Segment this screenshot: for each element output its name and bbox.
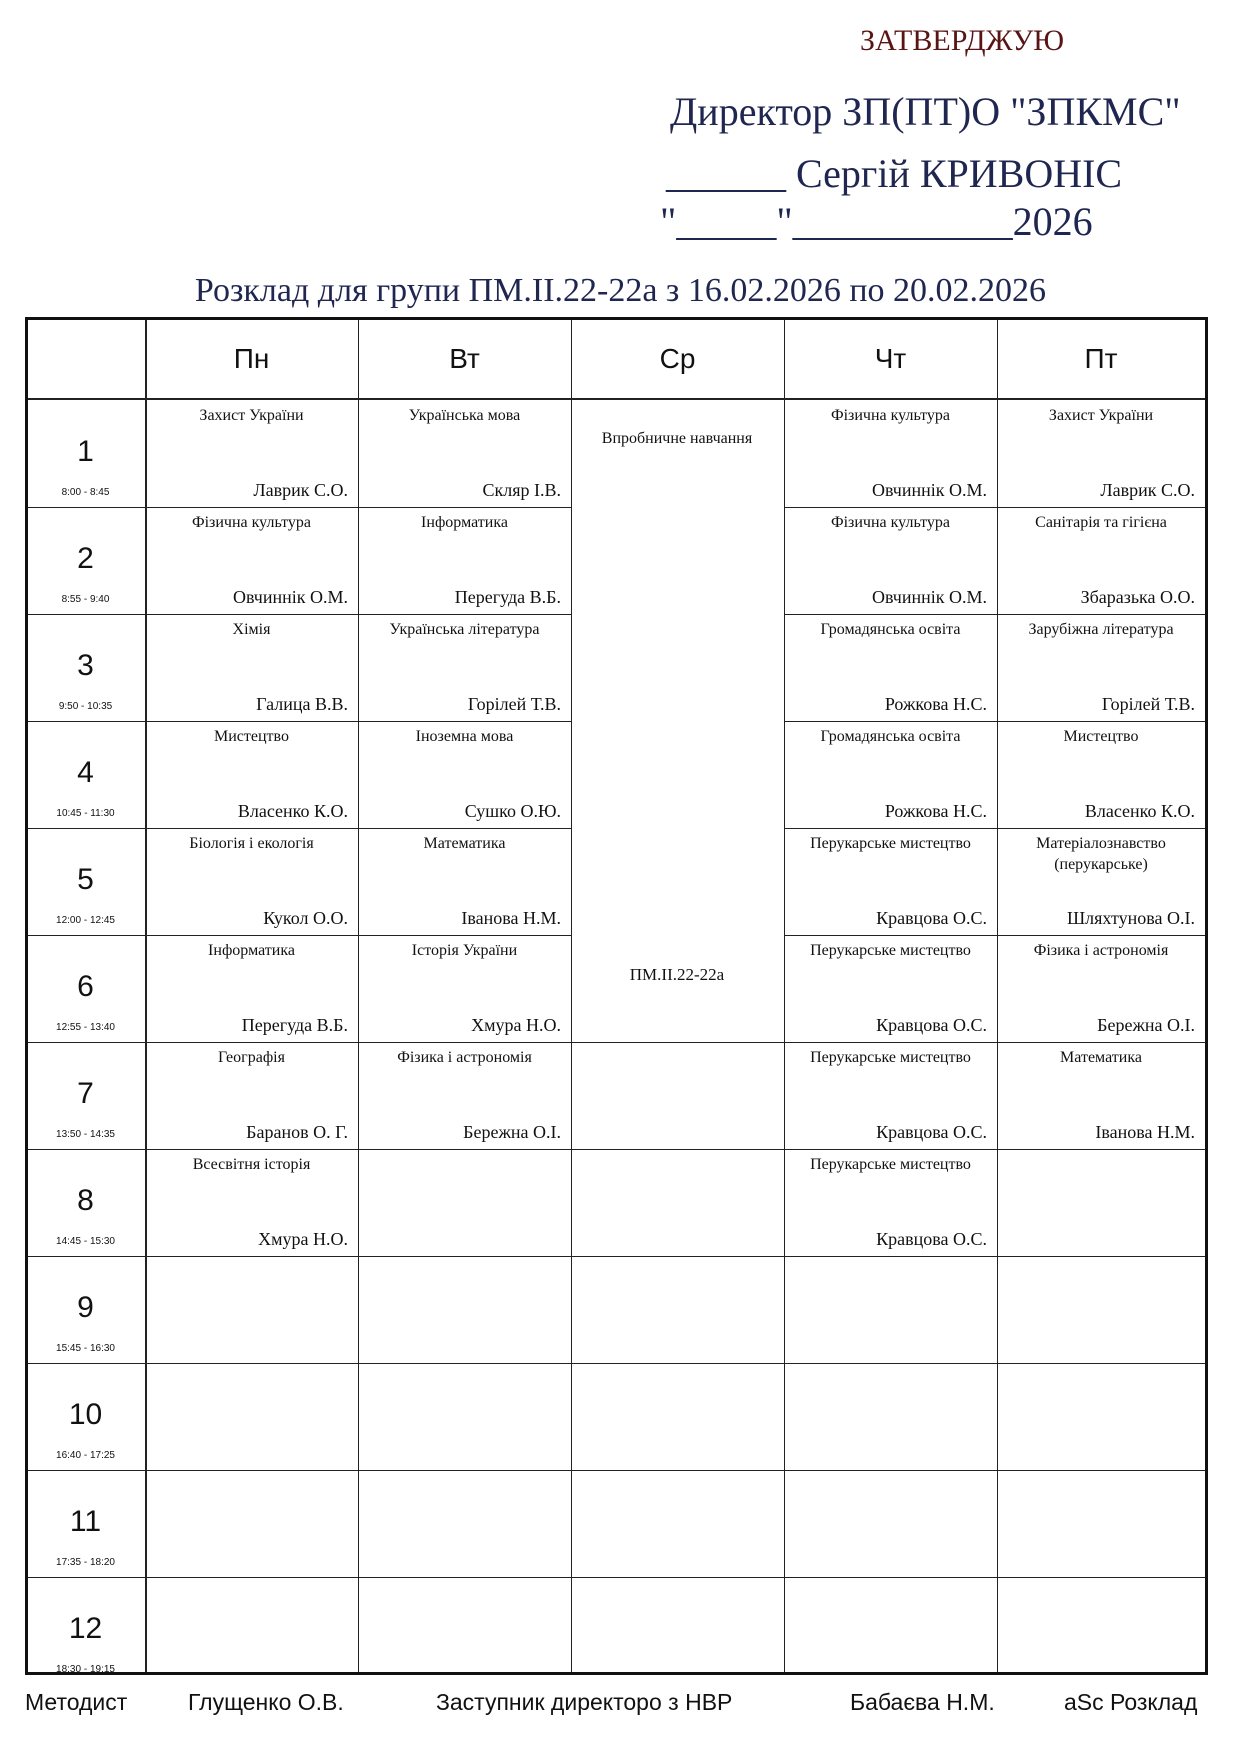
lesson-cell[interactable] (358, 1042, 571, 1149)
row-divider (571, 1577, 784, 1578)
lesson-cell[interactable] (358, 828, 571, 935)
lesson-subject: Громадянська освіта (820, 621, 961, 638)
lesson-cell[interactable] (997, 828, 1205, 935)
lesson-cell[interactable] (358, 400, 571, 507)
lesson-teacher: Овчиннік О.М. (871, 480, 987, 500)
lesson-teacher: Овчиннік О.М. (871, 587, 987, 607)
lesson-teacher: Бережна О.І. (1097, 1015, 1195, 1035)
lesson-teacher: Рожкова Н.С. (884, 694, 987, 714)
lesson-cell[interactable] (784, 721, 997, 828)
lesson-subject: Матеріалознавство (перукарське) (1036, 835, 1166, 873)
row-divider (28, 935, 145, 936)
period-time: 18:30 - 19:15 (56, 1664, 115, 1675)
row-divider (784, 1256, 1205, 1257)
row-divider (145, 1577, 571, 1578)
approve-stamp: ЗАТВЕРДЖУЮ (860, 24, 1065, 57)
wednesday-group: ПМ.ІІ.22-22а (629, 965, 725, 984)
lesson-teacher: Іванова Н.М. (461, 908, 561, 928)
lesson-subject: Санітарія та гігієна (1035, 514, 1167, 531)
period-time: 9:50 - 10:35 (58, 701, 113, 712)
lesson-teacher: Кукол О.О. (263, 908, 348, 928)
period-number: 1 (77, 435, 94, 468)
software-label: aSc Розклад (1064, 1689, 1198, 1715)
day-header-tue: Вт (449, 343, 480, 374)
lesson-subject: Історія України (411, 942, 518, 959)
lesson-cell[interactable] (997, 1042, 1205, 1149)
lesson-cell[interactable] (997, 614, 1205, 721)
row-divider (571, 1256, 784, 1257)
lesson-teacher: Баранов О. Г. (246, 1122, 348, 1142)
lesson-cell[interactable] (145, 1149, 358, 1256)
lesson-teacher: Лаврик С.О. (253, 480, 348, 500)
row-divider (28, 1577, 145, 1578)
lesson-cell[interactable] (997, 507, 1205, 614)
lesson-subject: Інформатика (421, 514, 508, 531)
director-signature-line: ______ Сергій КРИВОНІС (666, 151, 1123, 196)
lesson-cell[interactable] (784, 1149, 997, 1256)
period-number: 11 (69, 1505, 102, 1538)
lesson-subject: Фізика і астрономія (397, 1049, 532, 1066)
row-divider (145, 1256, 571, 1257)
lesson-teacher: Кравцова О.С. (876, 908, 987, 928)
lesson-subject: Зарубіжна література (1028, 621, 1174, 638)
lesson-cell[interactable] (784, 507, 997, 614)
lesson-cell[interactable] (358, 507, 571, 614)
day-header-wed: Ср (659, 343, 696, 374)
row-divider (28, 1363, 145, 1364)
schedule-title: Розклад для групи ПМ.ІІ.22-22а з 16.02.2026 по 20.02.2026 (194, 272, 1047, 309)
period-time: 16:40 - 17:25 (56, 1450, 115, 1461)
period-time: 8:00 - 8:45 (61, 487, 110, 498)
row-divider (28, 1470, 145, 1471)
lesson-teacher: Перегуда В.Б. (241, 1015, 348, 1035)
lesson-teacher: Рожкова Н.С. (884, 801, 987, 821)
lesson-teacher: Власенко К.О. (237, 801, 348, 821)
lesson-subject: Мистецтво (1063, 728, 1139, 745)
lesson-subject: Географія (218, 1049, 285, 1066)
row-divider (28, 828, 145, 829)
approval-date-line: "_____"___________2026 (660, 199, 1093, 244)
period-time: 13:50 - 14:35 (56, 1129, 115, 1140)
lesson-subject: Математика (1060, 1049, 1142, 1066)
day-header-fri: Пт (1084, 343, 1118, 374)
lesson-cell[interactable] (997, 935, 1205, 1042)
lesson-cell[interactable] (358, 614, 571, 721)
row-divider (784, 1577, 1205, 1578)
period-time: 12:55 - 13:40 (56, 1022, 115, 1033)
period-time: 14:45 - 15:30 (56, 1236, 115, 1247)
row-divider (145, 1363, 571, 1364)
schedule-table (25, 317, 1208, 1675)
row-divider (28, 1256, 145, 1257)
lesson-subject: Українська мова (408, 407, 521, 424)
period-number: 5 (77, 863, 94, 896)
period-time: 10:45 - 11:30 (56, 808, 115, 819)
lesson-teacher: Овчиннік О.М. (232, 587, 348, 607)
lesson-teacher: Кравцова О.С. (876, 1229, 987, 1249)
lesson-teacher: Сушко О.Ю. (464, 801, 561, 821)
lesson-teacher: Власенко К.О. (1084, 801, 1195, 821)
lesson-cell[interactable] (358, 935, 571, 1042)
day-header-mon: Пн (233, 343, 270, 374)
lesson-subject: Захист України (199, 407, 304, 424)
row-divider (571, 1470, 784, 1471)
lesson-cell[interactable] (784, 1042, 997, 1149)
lesson-cell[interactable] (997, 721, 1205, 828)
lesson-cell[interactable] (145, 828, 358, 935)
lesson-subject: Фізична культура (830, 514, 951, 531)
lesson-teacher: Галица В.В. (256, 694, 348, 714)
lesson-subject: Громадянська освіта (820, 728, 961, 745)
director-title: Директор ЗП(ПТ)О "ЗПКМС" (670, 89, 1181, 134)
period-time: 8:55 - 9:40 (61, 594, 110, 605)
period-number: 8 (77, 1184, 94, 1217)
lesson-teacher: Горілей Т.В. (467, 694, 561, 714)
period-number: 6 (77, 970, 94, 1003)
lesson-cell[interactable] (784, 614, 997, 721)
wednesday-subject: Впробничне навчання (601, 430, 753, 447)
lesson-teacher: Збаразька О.О. (1080, 587, 1195, 607)
row-divider (28, 507, 145, 508)
lesson-teacher: Лаврик С.О. (1100, 480, 1195, 500)
lesson-cell[interactable] (145, 400, 358, 507)
row-divider (571, 1363, 784, 1364)
lesson-subject: Біологія і екологія (189, 835, 314, 852)
lesson-cell[interactable] (145, 1042, 358, 1149)
period-number: 4 (77, 756, 94, 789)
methodist-label: Методист (25, 1689, 128, 1715)
row-divider (784, 1470, 1205, 1471)
period-number: 3 (77, 649, 94, 682)
methodist-name: Глущенко О.В. (188, 1689, 344, 1715)
lesson-subject: Захист України (1048, 407, 1154, 424)
lesson-teacher: Перегуда В.Б. (454, 587, 561, 607)
lesson-subject: Всесвітня історія (192, 1156, 311, 1173)
lesson-cell[interactable] (784, 400, 997, 507)
period-number: 10 (68, 1398, 103, 1431)
lesson-subject: Українська література (389, 621, 540, 638)
lesson-teacher: Кравцова О.С. (876, 1015, 987, 1035)
lesson-subject: Фізика і астрономія (1033, 942, 1169, 959)
lesson-teacher: Скляр І.В. (482, 480, 561, 500)
lesson-cell[interactable] (145, 935, 358, 1042)
period-time: 17:35 - 18:20 (56, 1557, 115, 1568)
lesson-cell[interactable] (784, 935, 997, 1042)
row-divider (571, 1042, 784, 1043)
lesson-cell[interactable] (145, 507, 358, 614)
lesson-teacher: Хмура Н.О. (471, 1015, 561, 1035)
period-number: 12 (68, 1612, 103, 1645)
lesson-subject: Мистецтво (214, 728, 289, 745)
lesson-cell[interactable] (145, 614, 358, 721)
row-divider (28, 1149, 145, 1150)
lesson-cell[interactable] (358, 721, 571, 828)
row-divider (28, 721, 145, 722)
lesson-subject: Перукарське мистецтво (810, 1156, 971, 1173)
lesson-subject: Хімія (232, 621, 271, 638)
row-divider (28, 614, 145, 615)
lesson-teacher: Горілей Т.В. (1101, 694, 1195, 714)
row-divider (28, 1042, 145, 1043)
period-time: 12:00 - 12:45 (56, 915, 115, 926)
lesson-subject: Перукарське мистецтво (810, 835, 971, 852)
lesson-subject: Фізична культура (830, 407, 951, 424)
lesson-subject: Фізична культура (191, 514, 312, 531)
lesson-subject: Перукарське мистецтво (810, 1049, 971, 1066)
row-divider (145, 1470, 571, 1471)
lesson-subject: Іноземна мова (415, 728, 514, 745)
lesson-teacher: Кравцова О.С. (876, 1122, 987, 1142)
lesson-cell[interactable] (997, 400, 1205, 507)
lesson-subject: Перукарське мистецтво (810, 942, 971, 959)
row-divider (571, 1149, 784, 1150)
lesson-subject: Математика (423, 835, 506, 852)
period-number: 2 (77, 542, 94, 575)
lesson-teacher: Хмура Н.О. (258, 1229, 348, 1249)
lesson-teacher: Шляхтунова О.І. (1067, 908, 1195, 928)
lesson-cell[interactable] (145, 721, 358, 828)
lesson-subject: Інформатика (208, 942, 295, 959)
row-divider (784, 1363, 1205, 1364)
lesson-teacher: Іванова Н.М. (1095, 1122, 1195, 1142)
lesson-teacher: Бережна О.І. (463, 1122, 561, 1142)
lesson-cell[interactable] (784, 828, 997, 935)
period-time: 15:45 - 16:30 (56, 1343, 115, 1354)
period-number: 7 (77, 1077, 94, 1110)
period-number: 9 (77, 1291, 94, 1324)
deputy-name: Бабаєва Н.М. (850, 1689, 995, 1715)
deputy-label: Заступник директоро з НВР (436, 1689, 733, 1715)
day-header-thu: Чт (874, 343, 907, 374)
